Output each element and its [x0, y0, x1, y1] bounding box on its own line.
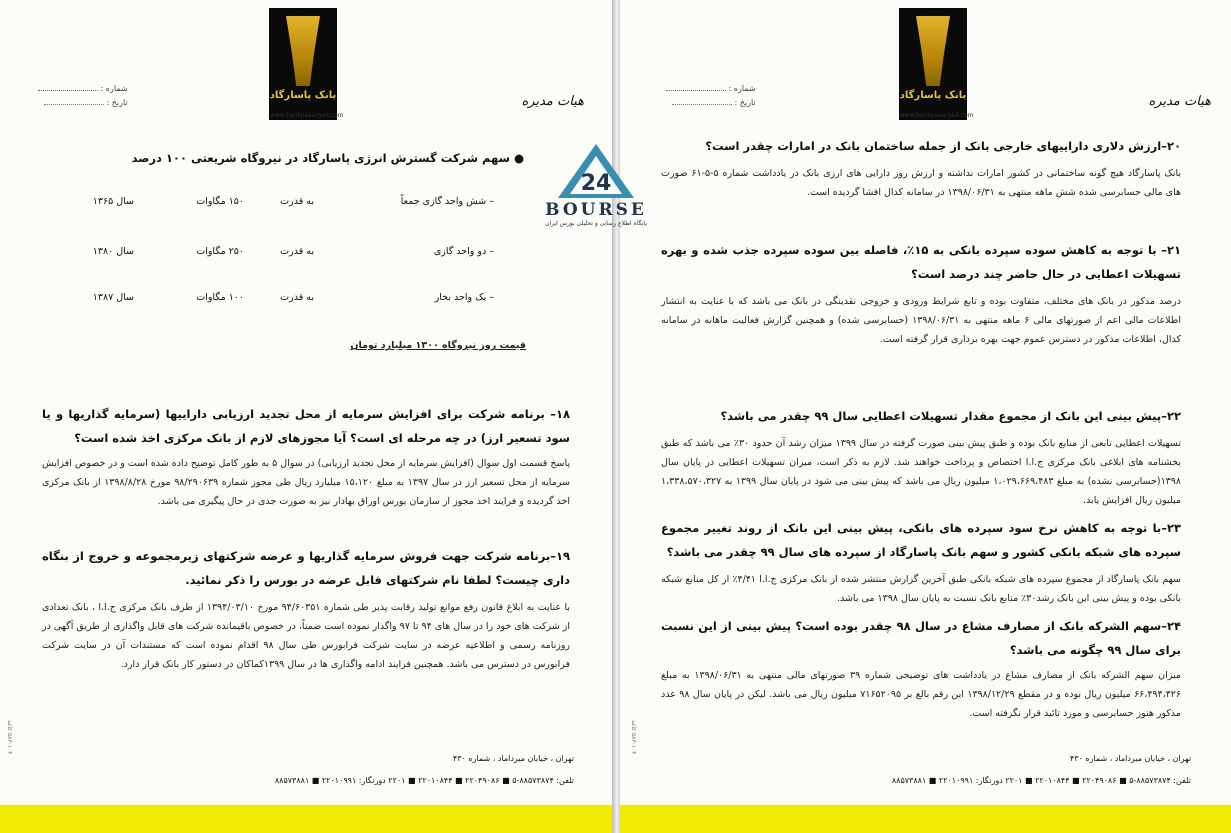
bourse24-watermark — [538, 142, 654, 242]
question-19-title: ۱۹–برنامه شرکت جهت فروش سرمایه گذاریها و عرضه شرکتهای زیرمجموعه و خروج از بنگاه داری چیست؟ لطفا نام شرکتهای قابل عرضه در بورس را ذکر نمائید. — [42, 549, 570, 587]
price-note: قیمت روز نیروگاه ۱۳۰۰ میلیارد تومان — [350, 340, 526, 351]
date-label: تاریخ : — [734, 98, 756, 107]
triangle-logo-icon — [556, 142, 636, 200]
footer-address: تهران ، خیابان میرداماد ، شماره ۴۳۰ — [1069, 754, 1191, 763]
number-label: شماره : — [100, 84, 128, 93]
number-dots — [38, 83, 98, 91]
question-20-body: بانک پاسارگاد هیچ گونه ساختمانی در کشور امارات نداشته و ارزش روز دارایی های ارزی بانک در یادداشت شماره ۵-۵-۶۱ صورت های مالی حسابرسی شده شش ماهه منتهی به ۱۳۹۸/۰۶/۳۱ در سامانه کدال افشا گردیده است. — [661, 168, 1182, 198]
number-dots — [666, 83, 726, 91]
bank-url: www.bankpasargad.com — [900, 112, 974, 119]
letter-meta — [38, 82, 128, 110]
bullet-icon: ● — [509, 151, 524, 165]
bank-name: بانک پاسارگاد — [269, 90, 337, 101]
watermark-subtitle: پایگاه اطلاع رسانی و تحلیلی بورس ایران — [545, 220, 647, 227]
griffin-cup-icon — [286, 16, 320, 86]
question-22-title: ۲۲–پیش بینی این بانک از مجموع مقدار تسهیلات اعطایی سال ۹۹ چقدر می باشد؟ — [720, 409, 1181, 423]
date-label: تاریخ : — [106, 98, 128, 107]
question-18-body: پاسخ قسمت اول سوال (افزایش سرمایه از محل تجدید ارزیابی) در سوال ۵ به طور کامل توضیح داده شده است و در خصوص افزایش سرمایه از محل تسعیر ارز در سال ۱۳۹۷ به مبلغ ۱۵،۱۲۰ میلیارد ریال طی مجوز شماره ۹۸/۲۹۰۶۳۹ مورخ ۱۳۹۸/۸/۲۸ از بانک مرکزی اخذ گردیده و فرایند اخذ مجوز از سازمان بورس اوراق بهادار نیز به صورت جدی در حال پیگیری می باشد. — [42, 458, 570, 507]
date-dots — [672, 97, 732, 105]
board-heading: هیات مدیره — [1148, 94, 1211, 109]
bank-logo — [269, 8, 337, 120]
question-18-title: ۱۸– برنامه شرکت برای افزایش سرمایه از محل تجدید ارزیابی داراییها (سرمایه گذاریها و یا سود تسعیر ارز) در چه مرحله ای است؟ آیا مجوزهای لازم از بانک مرکزی اخذ شده است؟ — [42, 407, 570, 445]
document-page-left: بانک پاسارگاد www.bankpasargad.com هیات مدیره شماره : تاریخ : ● سهم شرکت گسترش انرژی پاسارگاد در نیروگاه شریعتی ۱۰۰ درصد – شش واحد گازی جمعاً به قدرت ۱۵۰ مگاوات سال ۱۳۶۵ – دو واحد گازی به قدرت ۲۵۰ مگاوات سال ۱۳۸۰ – یک واحد بخار به قدرت ۱۰۰ مگاوات سال ۱۳۸۷ قیمت روز نیروگاه ۱۳۰۰ میلیارد تومان ۱۸– برنامه شرکت برای افزایش سرمایه از محل تجدید ارزیابی داراییها (سرمایه گذاریها و یا سود تسعیر ارز) در چه مرحله ای است؟ آیا مجوزهای لازم از بانک مرکزی اخذ شده است؟ پاسخ قسمت اول سوال (افزایش سرمایه از محل تجدید ارزیابی) در سوال ۵ به طور کامل توضیح داده شده است و در خصوص افزایش سرمایه از محل تسعیر ارز در سال ۱۳۹۷ به مبلغ ۱۵،۱۲۰ میلیارد ریال طی مجوز شماره ۹۸/۲۹۰۶۳۹ مورخ ۱۳۹۸/۸/۲۸ از بانک مرکزی اخذ گردیده و فرایند اخذ مجوز از سازمان بورس اوراق بهادار نیز به صورت جدی در حال پیگیری می باشد. ۱۹–برنامه شرکت جهت فروش سرمایه گذاریها و عرضه شرکتهای زیرمجموعه و خروج از بنگاه داری چیست؟ لطفا نام شرکتهای قابل عرضه در بورس را ذکر نمائید. با عنایت به ابلاغ قانون رفع موانع تولید رقابت پذیر طی شماره ۹۴/۶۰۳۵۱ مورخ ۱۳۹۴/۰۳/۱۰ از طرف بانک مرکزی ج.ا.ا ، بانک تعدادی از شرکت های خود را در سال های ۹۴ تا ۹۷ واگذار نموده است ضمناً، در خصوص باقیمانده شرکت های قابل واگذاری از طریق آگهی در روزنامه رسمی و اطلاعیه عرضه در سایت شرکت فرابورس طی سال ۹۸ اقدام نموده است که مستندات آن در سایت شرکت فرابورس در دسترس می باشد. همچنین فرایند ادامه واگذاری ها در سال ۱۳۹۹کماکان در دستور کار بانک قرار دارد. تهران ، خیابان میرداماد ، شماره ۴۳۰ تلفن: ۸۸۵۷۳۸۷۴-۵ ■ ۲۲۰۴۹۰۸۶ ■ ۲۲۰۱۰۸۴۴ ■ ۲۲۰۱ دورنگار: ۲۲۰۱۰۹۹۱ ■ ۸۸۵۷۳۸۸۱ ۵۸۳-۱۰۴ کاغذ — [0, 0, 614, 833]
question-24-title: ۲۴–سهم الشرکه بانک از مصارف مشاع در سال ۹۸ چقدر بوده است؟ پیش بینی از این نسبت برای سال ۹۹ چگونه می باشد؟ — [661, 619, 1182, 657]
question-19-body: با عنایت به ابلاغ قانون رفع موانع تولید رقابت پذیر طی شماره ۹۴/۶۰۳۵۱ مورخ ۱۳۹۴/۰۳/۱۰ از طرف بانک مرکزی ج.ا.ا ، بانک تعدادی از شرکت های خود را در سال های ۹۴ تا ۹۷ واگذار نموده است ضمناً، در خصوص باقیمانده شرکت های قابل واگذاری از طریق آگهی در روزنامه رسمی و اطلاعیه عرضه در سایت شرکت فرابورس طی سال ۹۸ اقدام نموده است که مستندات آن در سایت شرکت فرابورس در دسترس می باشد. همچنین فرایند ادامه واگذاری ها در سال ۱۳۹۹کماکان در دستور کار بانک قرار دارد. — [42, 602, 571, 670]
board-heading: هیات مدیره — [521, 94, 584, 109]
footer-phone: تلفن: ۸۸۵۷۳۸۷۴-۵ ■ ۲۲۰۴۹۰۸۶ ■ ۲۲۰۱۰۸۴۴ ■ ۲۲۰۱ دورنگار: ۲۲۰۱۰۹۹۱ ■ ۸۸۵۷۳۸۸۱ — [274, 776, 574, 785]
side-code: ۵۸۳-۱۰۴ کاغذ — [630, 720, 637, 755]
letter-meta — [666, 82, 756, 110]
griffin-cup-icon — [916, 16, 950, 86]
yellow-band — [0, 805, 614, 833]
watermark-number: 24 — [580, 171, 612, 196]
bullet-title: ● سهم شرکت گسترش انرژی پاسارگاد در نیروگاه شریعتی ۱۰۰ درصد — [131, 151, 524, 165]
watermark-word: BOURSE — [545, 200, 647, 220]
question-20-title: ۲۰–ارزش دلاری داراییهای خارجی بانک از جمله ساختمان بانک در امارات چقدر است؟ — [705, 139, 1181, 153]
bank-url: www.bankpasargad.com — [270, 112, 344, 119]
question-24-body: میزان سهم الشرکه بانک از مصارف مشاع در یادداشت های توضیحی شماره ۳۹ صورتهای مالی منتهی به ۱۳۹۸/۰۶/۳۱ به مبلغ ۶۶،۴۹۴،۴۲۶ میلیون ریال بوده و در مقطع ۱۳۹۸/۱۲/۲۹ این رقم بالغ بر ۷۱۶۵۲۰۹۵ میلیون ریال می باشد. لیکن در پایان سال ۹۸ عدد مذکور هنوز حسابرسی و مورد تائید قرار نگرفته است. — [661, 670, 1182, 719]
question-21-title: ۲۱– با توجه به کاهش سوده سپرده بانکی به ۱۵٪، فاصله بین سوده سپرده جذب شده و بهره تسهیلات اعطایی در حال حاضر چند درصد است؟ — [661, 243, 1181, 281]
footer-phone: تلفن: ۸۸۵۷۳۸۷۴-۵ ■ ۲۲۰۴۹۰۸۶ ■ ۲۲۰۱۰۸۴۴ ■ ۲۲۰۱ دورنگار: ۲۲۰۱۰۹۹۱ ■ ۸۸۵۷۳۸۸۱ — [891, 776, 1191, 785]
footer-address: تهران ، خیابان میرداماد ، شماره ۴۳۰ — [452, 754, 574, 763]
document-page-right — [620, 0, 1231, 833]
question-23-body: سهم بانک پاسارگاد از مجموع سپرده های شبکه بانکی طبق آخرین گزارش منتشر شده از بانک مرکزی ج.ا.ا ۴/۴۱٪ از کل منابع شبکه بانکی بوده و پیش بینی این بانک رشد۳۰٪ منابع بانک نسبت به پایان سال ۱۳۹۸ می باشد. — [661, 574, 1182, 604]
yellow-band — [620, 805, 1231, 833]
number-label: شماره : — [728, 84, 756, 93]
bank-name: بانک پاسارگاد — [899, 90, 967, 101]
question-23-title: ۲۳–با توجه به کاهش نرخ سود سپرده های بانکی، پیش بینی این بانک از روند تغییر مجموع سپرده های شبکه بانکی کشور و سهم بانک پاسارگاد از سپرده های سال ۹۹ چقدر می باشد؟ — [661, 521, 1181, 559]
question-22-body: تسهیلات اعطایی تابعی از منابع بانک بوده و طبق پیش بینی صورت گرفته در سال ۱۳۹۹ میزان رشد آن حدود ۳۰٪ می باشد که طبق بخشنامه های ابلاغی بانک مرکزی ج.ا.ا اختصاص و پرداخت خواهند شد. لازم به ذکر است، میزان تسهیلات اعطایی در پایان سال ۱۳۹۸(حسابرسی نشده) به مبلغ ۱،۰۲۹،۶۶۹،۴۸۳ میلیون ریال می باشد که پیش بینی می شود در پایان سال ۱۳۹۹ به ۱،۳۳۸،۵۷۰،۳۲۷ میلیون ریال افزایش یابد. — [661, 438, 1181, 506]
date-dots — [44, 97, 104, 105]
bank-logo — [899, 8, 967, 120]
question-21-body: درصد مذکور در بانک های مختلف، متفاوت بوده و تابع شرایط ورودی و خروجی نقدینگی در بانک می باشد که با عنایت به انتشار اطلاعات مالی اعم از صورتهای مالی ۶ ماهه منتهی به ۱۳۹۸/۰۶/۳۱ (حسابرسی شده) و همچنین گزارش فعالیت ماهانه در سامانه کدال، اطلاعات مذکور در دسترس عموم جهت بهره برداری قرار گرفته است. — [661, 296, 1182, 345]
side-code: ۵۸۳-۱۰۴ کاغذ — [6, 720, 13, 755]
